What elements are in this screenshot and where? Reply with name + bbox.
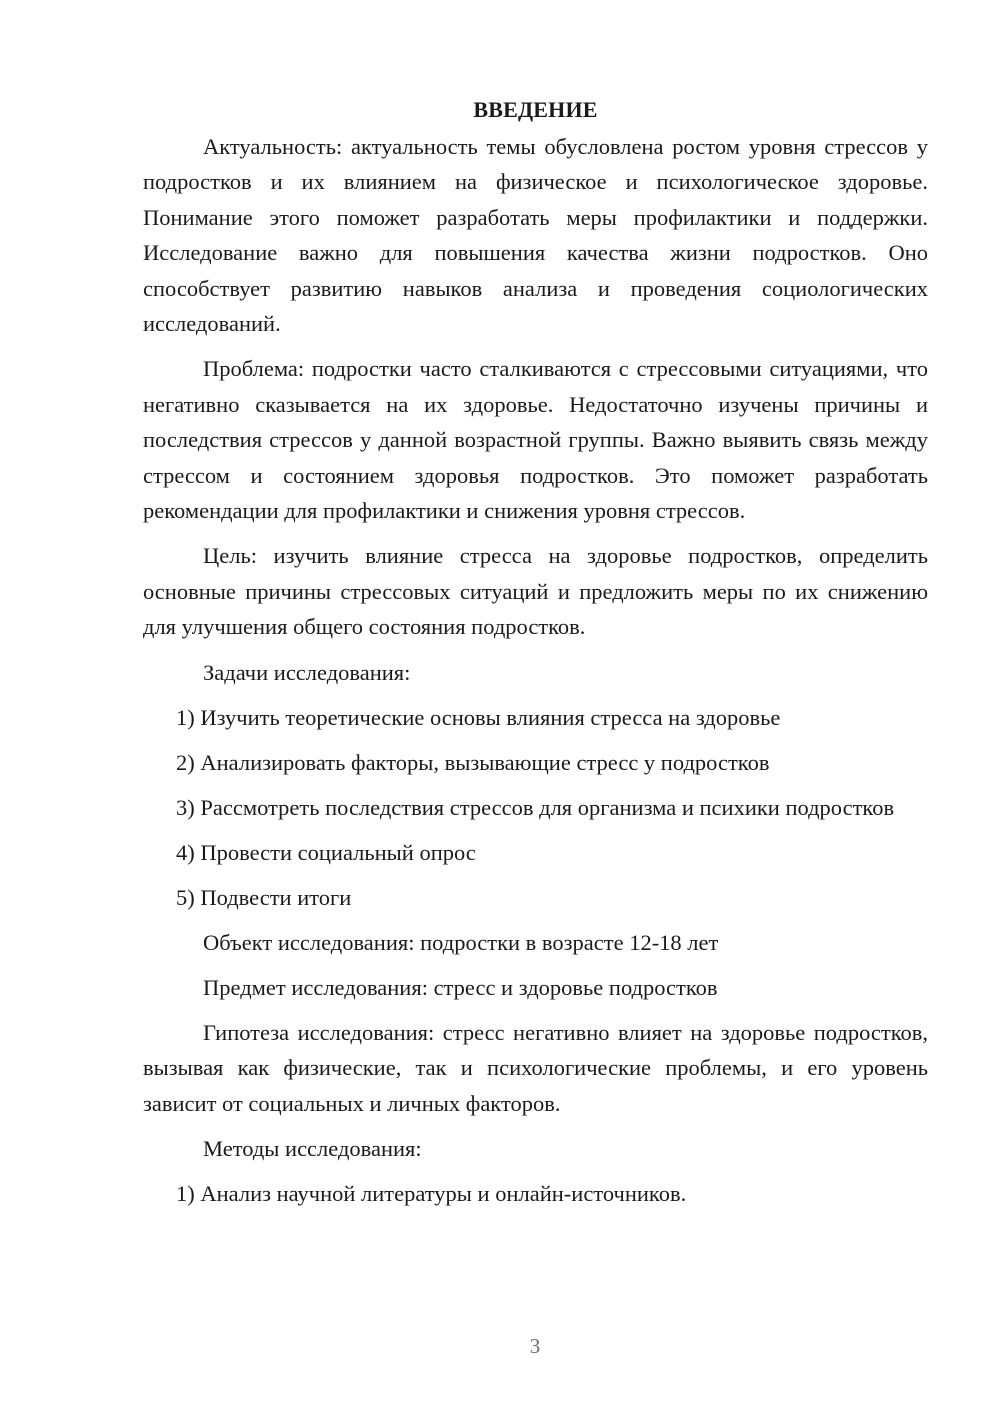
task-item-1: 1) Изучить теоретические основы влияния стресса на здоровье bbox=[176, 704, 781, 730]
research-object: Объект исследования: подростки в возрасте 12-18 лет bbox=[203, 929, 719, 955]
section-title: ВВЕДЕНИЕ bbox=[473, 97, 598, 122]
methods-heading: Методы исследования: bbox=[203, 1135, 422, 1161]
task-item-2: 2) Анализировать факторы, вызывающие стресс у подростков bbox=[176, 749, 770, 775]
research-subject: Предмет исследования: стресс и здоровье подростков bbox=[203, 974, 718, 1000]
task-item-3: 3) Рассмотреть последствия стрессов для организма и психики подростков bbox=[176, 794, 895, 820]
page-content bbox=[143, 93, 928, 1211]
tasks-heading: Задачи исследования: bbox=[203, 659, 411, 685]
hypothesis-paragraph: Гипотеза исследования: стресс негативно влияет на здоровье подростков, вызывая как физические, так и психологические проблемы, и его уровень зависит от социальных и личных факторов. bbox=[143, 1019, 928, 1116]
method-item-1: 1) Анализ научной литературы и онлайн-источников. bbox=[176, 1180, 687, 1206]
page-number: 3 bbox=[529, 1334, 541, 1358]
goal-paragraph: Цель: изучить влияние стресса на здоровье подростков, определить основные причины стрессовых ситуаций и предложить меры по их снижению для улучшения общего состояния подростков. bbox=[143, 543, 928, 640]
task-item-5: 5) Подвести итоги bbox=[176, 884, 352, 910]
problem-paragraph: Проблема: подростки часто сталкиваются с стрессовыми ситуациями, что негативно сказывается на их здоровье. Недостаточно изучены причины и последствия стрессов у данной возрастной группы. Важно выявить связь между стрессом и состоянием здоровья подростков. Это поможет разработать рекомендации для профилактики и снижения уровня стрессов. bbox=[143, 356, 928, 524]
relevance-paragraph: Актуальность: актуальность темы обусловлена ростом уровня стрессов у подростков и их влиянием на физическое и психологическое здоровье. Понимание этого поможет разработать меры профилактики и поддержки. Исследование важно для повышения качества жизни подростков. Оно способствует развитию навыков анализа и проведения социологических исследований. bbox=[143, 134, 928, 337]
task-item-4: 4) Провести социальный опрос bbox=[176, 839, 476, 865]
